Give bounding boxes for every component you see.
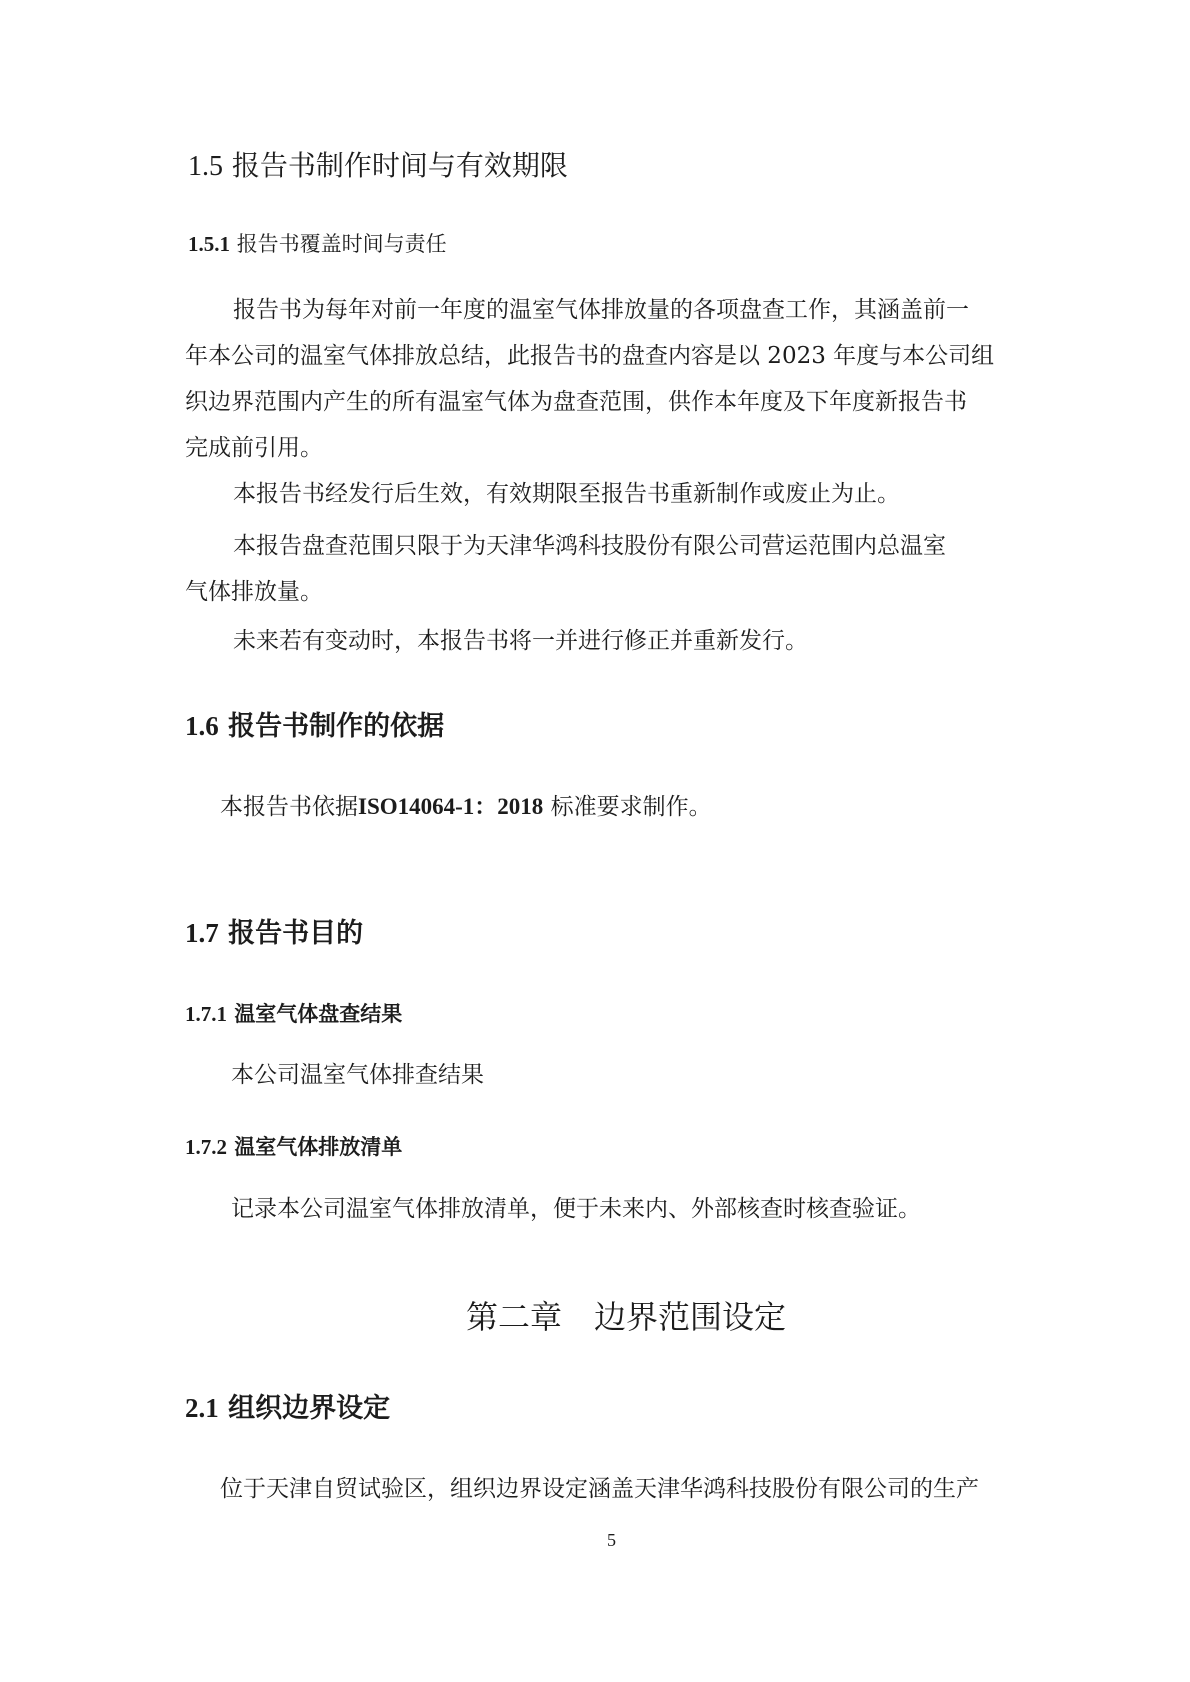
subsection-number: 1.7.2 [185,1135,227,1159]
subsection-title: 温室气体排放清单 [234,1134,403,1159]
section-number: 1.7 [185,918,219,948]
standard-reference: ISO14064-1：2018 [358,794,544,819]
paragraph-8: 位于天津自贸试验区，组织边界设定涵盖天津华鸿科技股份有限公司的生产 [220,1476,979,1502]
paragraph-5-pre: 本报告书依据 [220,794,358,820]
paragraph-3-line-2: 气体排放量。 [185,579,323,605]
subsection-heading-1-7-1 [185,998,402,1028]
subsection-number: 1.5.1 [188,232,230,256]
paragraph-2: 本报告书经发行后生效，有效期限至报告书重新制作或废止为止。 [233,481,900,507]
paragraph-1-line-2: 年本公司的温室气体排放总结，此报告书的盘查内容是以 2023 年度与本公司组 [185,343,995,369]
paragraph-4: 未来若有变动时，本报告书将一并进行修正并重新发行。 [233,628,808,654]
paragraph-5-post: 标准要求制作。 [543,794,712,820]
page-number: 5 [607,1530,616,1550]
chapter-heading: 第二章 边界范围设定 [466,1298,787,1336]
subsection-number: 1.7.1 [185,1002,227,1026]
section-title: 组织边界设定 [228,1393,391,1424]
subsection-heading-1-5-1 [188,228,447,258]
paragraph-1-line-1: 报告书为每年对前一年度的温室气体排放量的各项盘查工作，其涵盖前一 [233,297,969,323]
section-title: 报告书制作的依据 [228,711,445,742]
paragraph-3-line-1: 本报告盘查范围只限于为天津华鸿科技股份有限公司营运范围内总温室 [233,533,946,559]
section-heading-1-7 [185,911,363,950]
subsection-title: 报告书覆盖时间与责任 [236,232,447,256]
paragraph-1-line-4: 完成前引用。 [185,435,323,461]
subsection-heading-1-7-2 [185,1131,402,1161]
section-number: 2.1 [185,1393,219,1423]
paragraph-6: 本公司温室气体排查结果 [231,1062,484,1088]
section-heading-1-6 [185,704,444,743]
section-title: 报告书目的 [228,918,364,949]
paragraph-1-line-3: 织边界范围内产生的所有温室气体为盘查范围，供作本年度及下年度新报告书 [185,389,967,415]
paragraph-5 [220,784,712,830]
section-number: 1.5 [188,151,223,182]
section-title: 报告书制作时间与有效期限 [231,149,568,182]
section-number: 1.6 [185,711,219,741]
section-heading-1-5 [188,144,568,184]
paragraph-7: 记录本公司温室气体排放清单，便于未来内、外部核查时核查验证。 [231,1196,921,1222]
subsection-title: 温室气体盘查结果 [234,1001,403,1026]
section-heading-2-1 [185,1386,390,1425]
